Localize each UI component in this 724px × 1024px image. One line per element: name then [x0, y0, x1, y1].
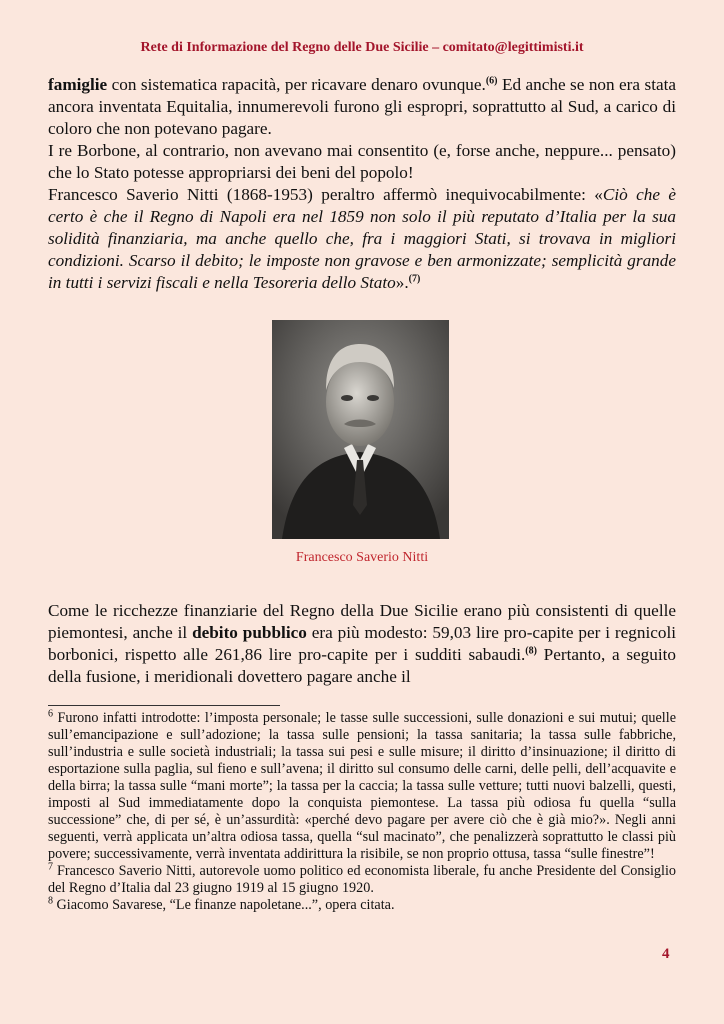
portrait-image — [272, 320, 449, 539]
footnote-number: 7 — [48, 861, 53, 873]
footnote-6 — [48, 710, 676, 863]
footnote-number: 6 — [48, 708, 53, 720]
footnote-ref-8[interactable]: (8) — [525, 645, 537, 657]
main-text-bottom — [48, 600, 676, 688]
footnote-8 — [48, 897, 676, 914]
main-text-top — [48, 74, 676, 294]
paragraph-1 — [48, 74, 676, 140]
photo-caption: Francesco Saverio Nitti — [295, 550, 429, 565]
bold-word: famiglie — [48, 75, 108, 94]
quote-close: ». — [395, 273, 409, 292]
paragraph-4 — [48, 600, 676, 688]
footnote-ref-7[interactable]: (7) — [408, 273, 421, 285]
page-header: Rete di Informazione del Regno delle Due Sicilie – comitato@legittimisti.it — [140, 40, 584, 55]
paragraph-4-text-2: era più modesto: 59,03 lire pro-capite per i regnicoli borbonici, rispetto alle 261,86 lire pro-capite per i sudditi sabaudi. — [48, 623, 676, 664]
footnote-text: Furono infatti introdotte: l’imposta personale; le tasse sulle successioni, sulle donazioni e sui mutui; quelle sull’emancipazione e sull’adozione; la tassa sulle pensioni; la tassa sanitaria; la tassa sulle fabbriche, sull’industria e sulle società industriali; la tassa sui pesi e sulle misure; il diritto d’insinuazione; il diritto di esportazione sulla paglia, sul fieno e sull’avena; il diritto sul consumo delle carni, delle pelli, dell’acquavite e della birra; la tassa sulle “mani morte”; la tassa per la caccia; la tassa sulle vetture; tutti nuovi balzelli, questi, imposti al Sud immediatamente dopo la conquista piemontese. La tassa più odiosa fu quella “sulla successione” che, di per sé, è un’assurdità: «perché devo pagare per avere ciò che è già mio?». Negli anni seguenti, verrà applicata un’altra odiosa tassa, quella “sul macinato”, che penalizzerà soprattutto le classi più povere; successivamente, verrà inventata addirittura la risibile, se non proprio ottusa, tassa “sulle finestre”! — [48, 710, 676, 862]
paragraph-4-text: Come le ricchezze finanziarie del Regno della Due Sicilie erano più consistenti di quelle piemontesi, anche il — [48, 601, 676, 642]
footnote-7 — [48, 863, 676, 897]
paragraph-1-text-2: Ed anche se non era stata ancora inventata Equitalia, innumerevoli furono gli espropri, soprattutto al Sud, a carico di coloro che non potevano pagare. — [48, 75, 676, 138]
paragraph-2: I re Borbone, al contrario, non avevano mai consentito (e, forse anche, neppure... pensato) che lo Stato potesse appropriarsi dei beni del popolo! — [48, 141, 676, 182]
nitti-quote: Ciò che è certo è che il Regno di Napoli era nel 1859 non solo il più reputato d’Italia per la sua solidità finanziaria, ma anche quello che, fra i maggiori Stati, si trovava in migliori condizioni. Scarso il debito; le imposte non gravose e ben armonizzate; semplicità grande in tutti i servizi fiscali e nella Tesoreria dello Stato — [48, 185, 676, 292]
footnote-text: Francesco Saverio Nitti, autorevole uomo politico ed economista liberale, fu anche Presidente del Consiglio del Regno d’Italia dal 23 giugno 1919 al 15 giugno 1920. — [48, 863, 676, 896]
paragraph-4-text-3: Pertanto, a seguito della fusione, i meridionali dovettero pagare anche il — [48, 645, 676, 686]
footnote-ref-6[interactable]: (6) — [485, 75, 498, 87]
page-number: 4 — [662, 946, 670, 962]
paragraph-3 — [48, 184, 676, 294]
paragraph-3-text: Francesco Saverio Nitti (1868-1953) peraltro affermò inequivocabilmente: « — [48, 185, 603, 204]
bold-phrase: debito pubblico — [192, 623, 307, 642]
footnotes — [48, 710, 676, 914]
paragraph-1-text: con sistematica rapacità, per ricavare denaro ovunque. — [107, 75, 486, 94]
footnote-number: 8 — [48, 895, 53, 907]
footnote-text: Giacomo Savarese, “Le finanze napoletane...”, opera citata. — [53, 897, 395, 913]
portrait-photo — [272, 320, 449, 539]
footnote-divider — [48, 705, 280, 706]
